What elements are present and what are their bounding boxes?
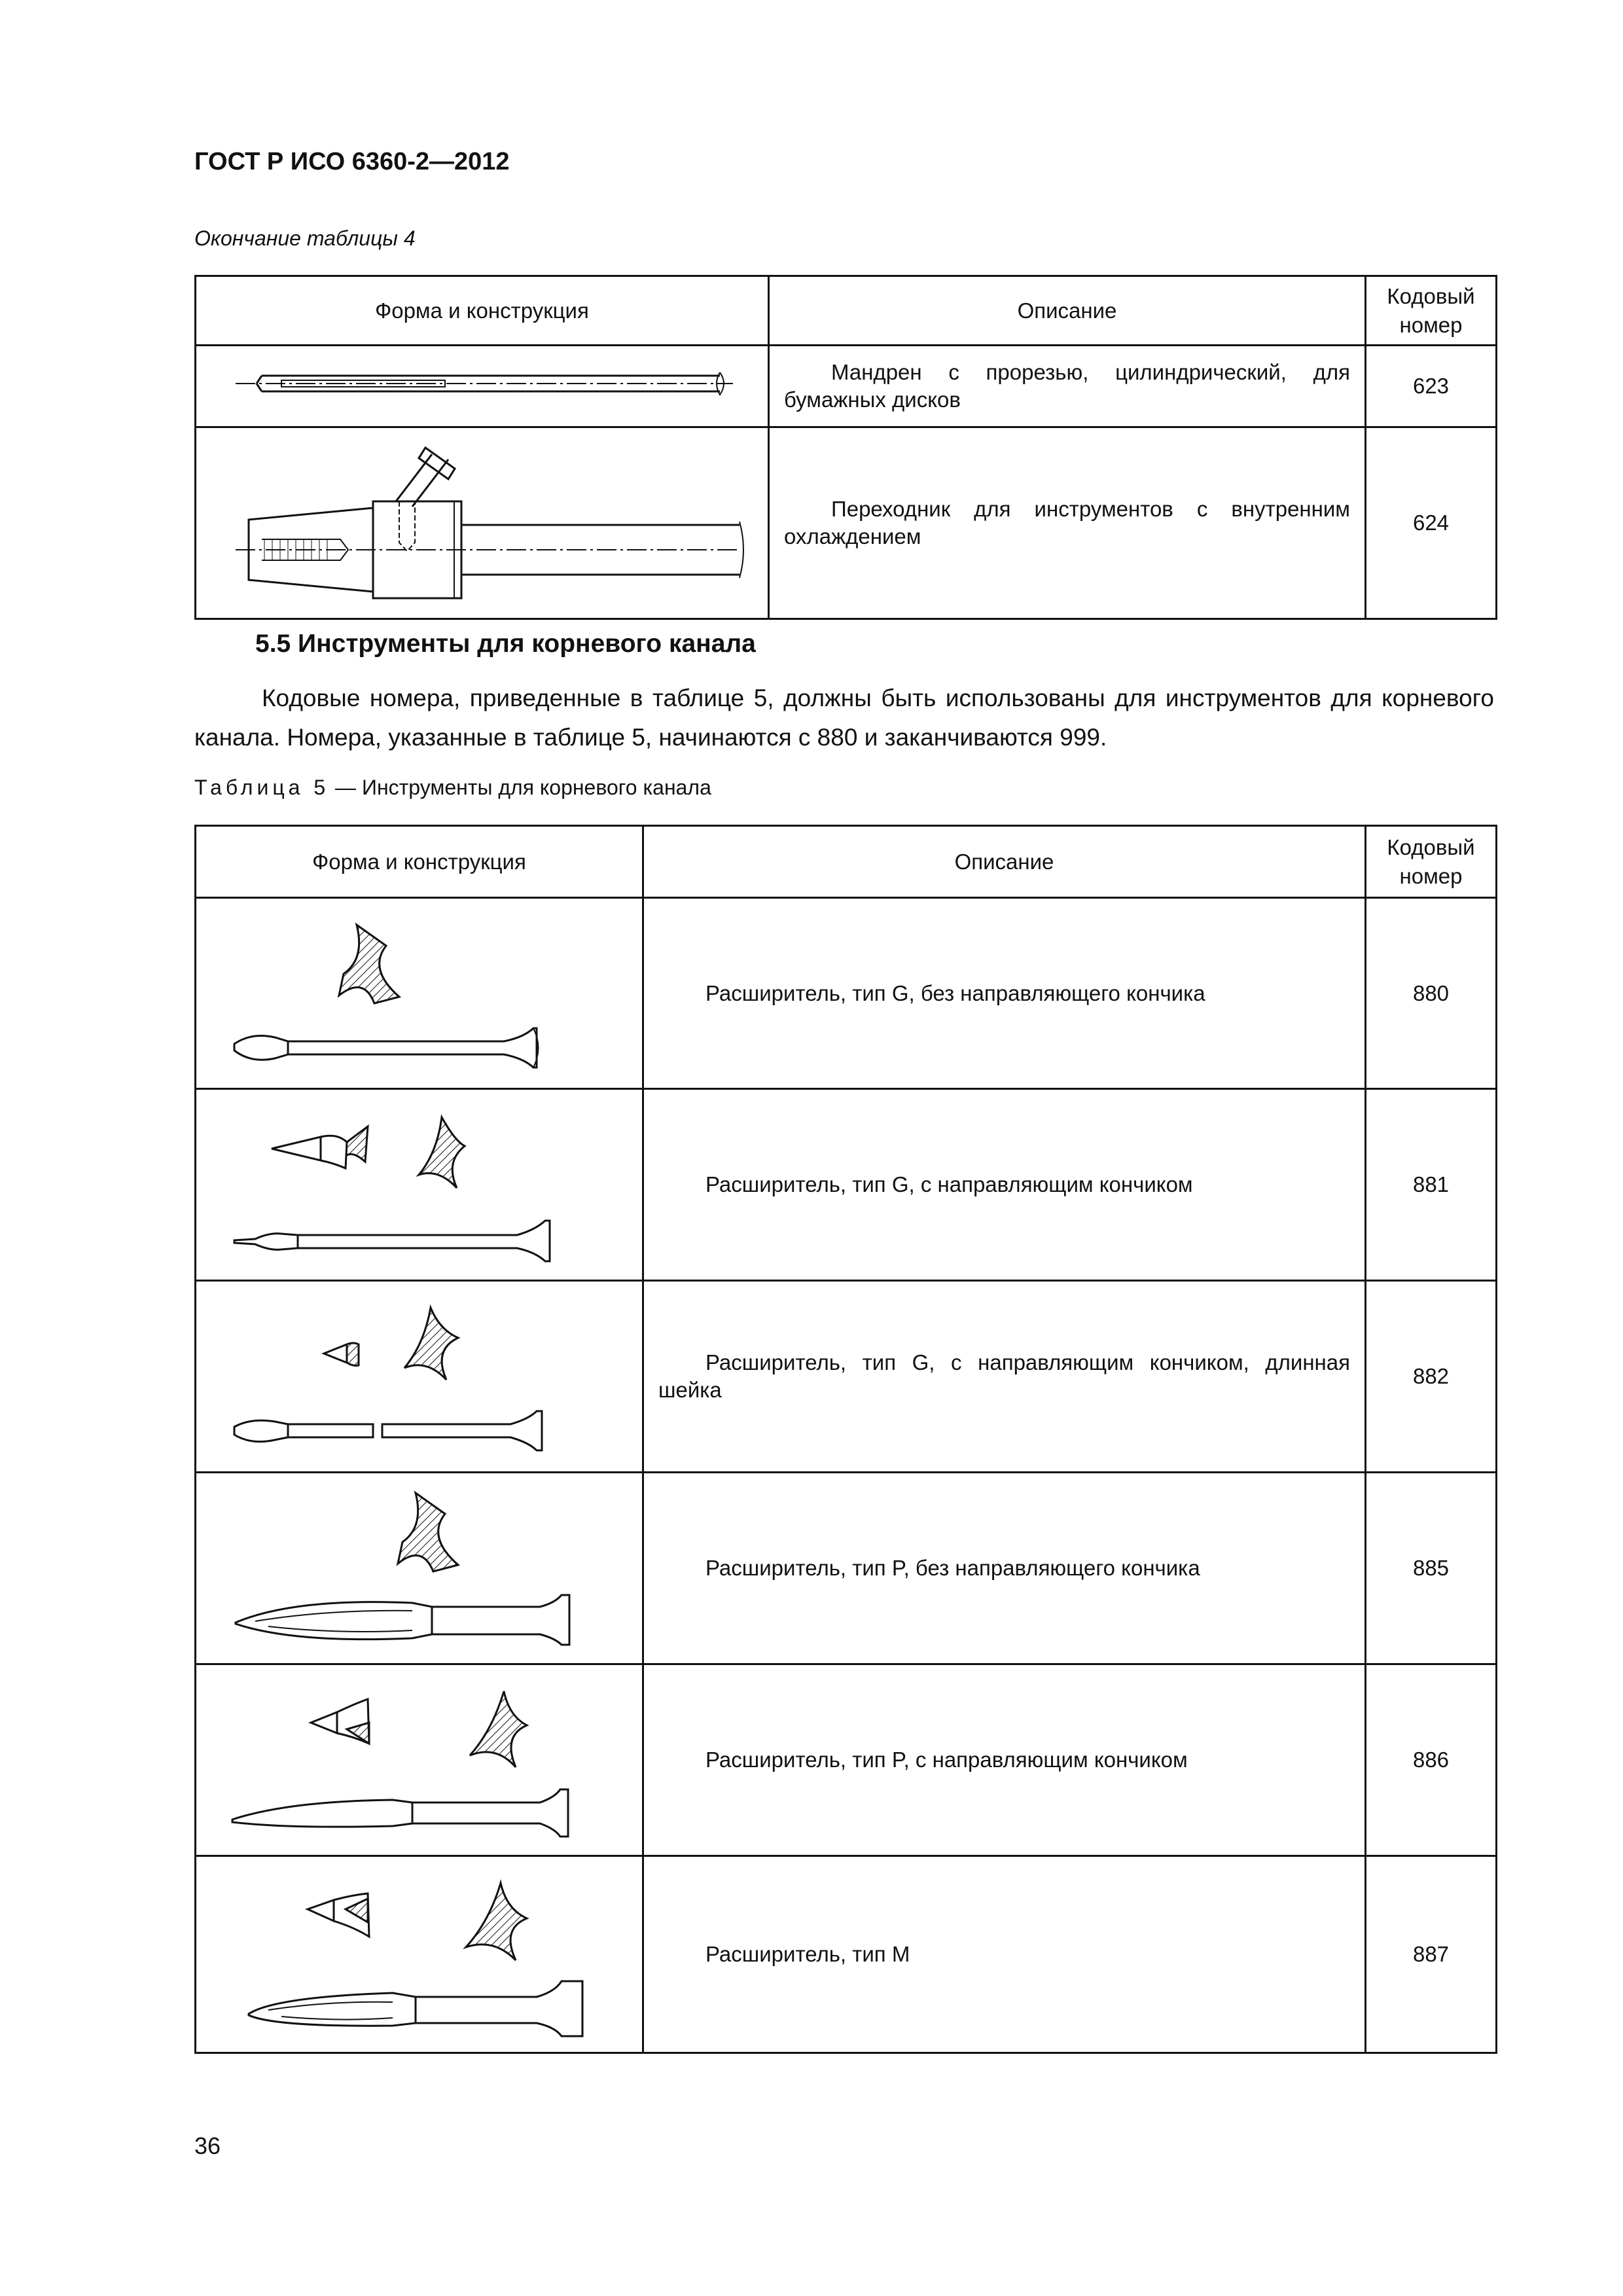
reamer-g-long-neck-drawing (196, 1282, 640, 1466)
description-cell (769, 427, 1366, 619)
reamer-p-with-tip-drawing (196, 1665, 640, 1850)
figure-cell (196, 1856, 643, 2053)
table-header-row (196, 826, 1497, 898)
description-text: Расширитель, тип G, с направляющим кончиком (705, 1172, 1193, 1196)
slotted-mandrel-drawing (196, 346, 766, 421)
table-row (196, 1473, 1497, 1664)
code-cell: 880 (1366, 898, 1497, 1089)
code-cell: 623 (1366, 346, 1497, 427)
table-row (196, 1089, 1497, 1281)
header-description: Описание (643, 826, 1366, 898)
code-cell: 881 (1366, 1089, 1497, 1281)
figure-cell (196, 427, 769, 619)
header-form: Форма и конструкция (196, 826, 643, 898)
description-text: Расширитель, тип G, с направляющим кончиком, длинная шейка (658, 1350, 1350, 1402)
reamer-p-no-tip-drawing (196, 1473, 640, 1658)
section-paragraph (194, 679, 1494, 757)
table-row (196, 1281, 1497, 1473)
page-number: 36 (194, 2132, 221, 2159)
code-cell: 882 (1366, 1281, 1497, 1473)
table-5-caption (194, 776, 711, 800)
figure-cell (196, 346, 769, 427)
header-form: Форма и конструкция (196, 276, 769, 346)
table-row (196, 1856, 1497, 2053)
description-cell (643, 1473, 1366, 1664)
section-heading: 5.5 Инструменты для корневого канала (255, 630, 756, 658)
table-row (196, 346, 1497, 427)
table-row (196, 898, 1497, 1089)
header-code: Кодовый номер (1366, 276, 1497, 346)
table-header-row (196, 276, 1497, 346)
figure-cell (196, 1281, 643, 1473)
code-cell: 624 (1366, 427, 1497, 619)
header-description: Описание (769, 276, 1366, 346)
document-code: ГОСТ Р ИСО 6360-2—2012 (194, 148, 510, 175)
description-text: Мандрен с прорезью, цилиндрический, для бумажных дисков (784, 360, 1350, 412)
description-cell (643, 898, 1366, 1089)
reamer-g-with-tip-drawing (196, 1090, 640, 1274)
reamer-g-no-tip-drawing (196, 899, 640, 1083)
description-text: Расширитель, тип G, без направляющего кончика (705, 980, 1205, 1005)
description-cell (643, 1664, 1366, 1856)
header-code: Кодовый номер (1366, 826, 1497, 898)
figure-cell (196, 1664, 643, 1856)
description-cell (643, 1281, 1366, 1473)
figure-cell (196, 898, 643, 1089)
description-cell (643, 1856, 1366, 2053)
figure-cell (196, 1473, 643, 1664)
code-cell: 887 (1366, 1856, 1497, 2053)
table-4 (194, 275, 1497, 620)
table-row (196, 1664, 1497, 1856)
internal-cooling-adapter-drawing (196, 428, 766, 613)
code-cell: 886 (1366, 1664, 1497, 1856)
description-cell (769, 346, 1366, 427)
paragraph-text: Кодовые номера, приведенные в таблице 5, должны быть использованы для инструментов для корневого канала. Номера, указанные в таблице 5, начинаются с 880 и заканчиваются 999. (194, 685, 1494, 751)
description-text: Расширитель, тип P, с направляющим кончиком (705, 1748, 1188, 1772)
table-5 (194, 825, 1497, 2054)
description-text: Переходник для инструментов с внутренним охлаждением (784, 497, 1350, 548)
description-text: Расширитель, тип M (705, 1942, 910, 1966)
caption-label: Таблица 5 (194, 776, 330, 799)
description-text: Расширитель, тип P, без направляющего кончика (705, 1556, 1200, 1580)
description-cell (643, 1089, 1366, 1281)
table-row (196, 427, 1497, 619)
reamer-m-drawing (196, 1857, 640, 2047)
caption-text: — Инструменты для корневого канала (329, 776, 711, 799)
table-continuation-label: Окончание таблицы 4 (194, 226, 416, 250)
code-cell: 885 (1366, 1473, 1497, 1664)
figure-cell (196, 1089, 643, 1281)
